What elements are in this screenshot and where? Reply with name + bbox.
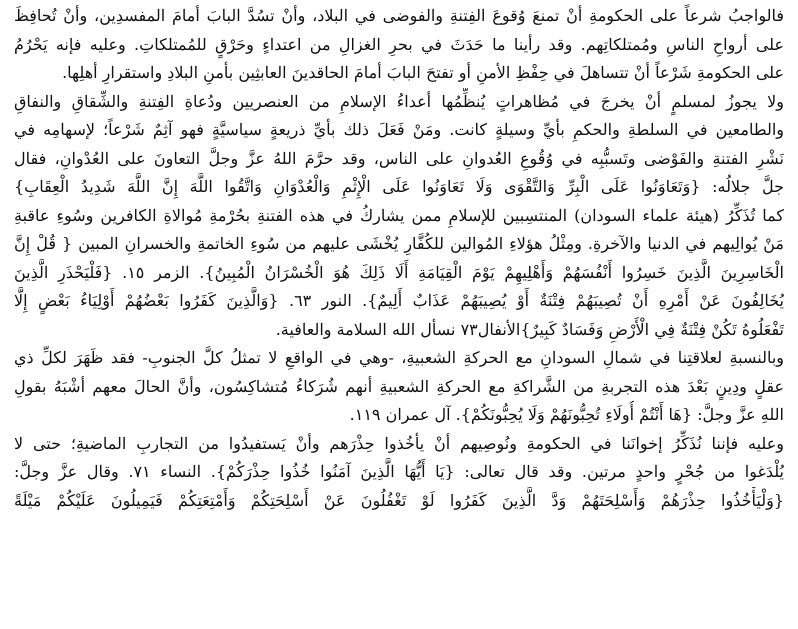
paragraph-line-9: مَنْ يُوالِيهم في الدنيا والآخرةِ. ومِثْلُ هؤلاءِ المُوالين للكُفَّارِ يُخْشَى عليهم من سُوءِ الخاتمةِ والخسرانِ المبين { قُلْ إِنَّ	[14, 234, 784, 253]
paragraph-line-15: اللهِ عزَّ وجلَّ: {هَا أَنْتُمْ أُولَاءِ تُحِبُّونَهُمْ وَلَا يُحِبُّونَكُمْ}. آل عمران ١١٩.	[349, 405, 784, 424]
paragraph-line-1: فالواجبُ شرعاً على الحكومةِ أنْ تمنعَ وُقوعَ الفِتنةِ والفوضى في البلاد، وأنْ تسُدَّ البابَ أمامَ المفسدِين، وأنْ تُحافِظَ	[14, 6, 784, 25]
paragraph-line-16: وعليه فإننا نُذَكِّرُ إخوانَنا في الحكومةِ ونُوصِيهم أنْ يأخُذوا حِذْرَهم وأنْ يَستفيدُوا من التجاربِ الماضيةِ؛ حتى لا	[14, 433, 784, 453]
paragraph-line-5: والطامعين في السلطةِ والحكمِ بأيِّ وسيلةٍ كانت. ومَنْ فَعَلَ ذلك بأيِّ ذريعةٍ سياسيَّةٍ فهو آثِمٌ شَرْعاً؛ لإسهامِه في	[14, 120, 784, 139]
paragraph-line-14: عقلٍ ودِينٍ بَعْدَ هذه التجربةِ من الشَّراكةِ مع الحركةِ الشعبيةِ أنهم شُرَكاءُ مُتشاكِسُون، وأنَّ الحالَ معهم أشْبَهُ بقولِ	[14, 376, 784, 396]
paragraph-line-2: على أرواحِ الناسِ ومُمتلكاتِهم. وقد رأينا ما حَدَثَ في بحرِ الغزالِ من اعتداءٍ وحَرْقٍ للمُمتلكاتِ. وعليه فإنه يَحْرُمُ	[14, 34, 784, 54]
paragraph-line-4: ولا يجوزُ لمسلمٍ أنْ يخرجَ في مُظاهراتٍ يُنظِّمُها أعداءُ الإسلامِ من العنصريين ودُعاةِ الفِتنةِ والشِّقاقِ والنفاقِ	[14, 91, 784, 111]
paragraph-line-18: {وَلْيَأْخُذُوا حِذْرَهُمْ وَأَسْلِحَتَهُمْ وَدَّ الَّذِينَ كَفَرُوا لَوْ تَغْفُلُونَ عَنْ أَسْلِحَتِكُمْ وَأَمْتِعَتِكُمْ فَيَمِيلُونَ عَلَيْكُمْ مَيْلَةً	[14, 490, 784, 510]
paragraph-line-10: الْخَاسِرِينَ الَّذِينَ خَسِرُوا أَنْفُسَهُمْ وَأَهْلِيهِمْ يَوْمَ الْقِيَامَةِ أَلَا ذَلِكَ هُوَ الْخُسْرَانُ الْمُبِينُ}. الزمر ١٥. {فَلْيَحْذَرِ الَّذِينَ	[14, 262, 784, 282]
paragraph-line-7: جلَّ جلالُه: {وَتَعَاوَنُوا عَلَى الْبِرِّ وَالتَّقْوَى وَلَا تَعَاوَنُوا عَلَى الْإِثْمِ وَالْعُدْوَانِ وَاتَّقُوا اللَّهَ إِنَّ اللَّهَ شَدِيدُ الْعِقَابِ}	[14, 177, 784, 196]
paragraph-line-11: يُخَالِفُونَ عَنْ أَمْرِهِ أَنْ تُصِيبَهُمْ فِتْنَةٌ أَوْ يُصِيبَهُمْ عَذَابٌ أَلِيمٌ}. النور ٦٣. {وَالَّذِينَ كَفَرُوا بَعْضُهُمْ أَوْلِيَاءُ بَعْضٍ إِلَّا	[14, 291, 784, 310]
paragraph-line-8: كما تُذَكِّرُ (هيئة علماء السودان) المنتسِبين للإسلامِ ممن يشاركُ في هذه الفتنةِ بحُرْمةِ مُوالاةِ الكافرين وسُوءِ عاقبةِ	[14, 205, 784, 225]
paragraph-line-6: نَشْرِ الفتنةِ والفَوْضى وتَسبُّبِه في وُقُوعِ العُدوانِ على الناس، وقد حرَّمَ اللهُ عزَّ وجلَّ التعاونَ على العُدْوانِ، فقال	[14, 148, 784, 168]
paragraph-line-17: يُلْدَغوا من جُحْرٍ واحدٍ مرتين. وقد قال تعالى: {يَا أَيُّهَا الَّذِينَ آمَنُوا خُذُوا حِذْرَكُمْ}. النساء ٧١. وقال عزَّ وجلَّ:	[14, 462, 784, 481]
paragraph-line-13: وبالنسبةِ لعلاقتِنا في شمالِ السودانِ مع الحركةِ الشعبيةِ، -وهي في الواقعِ لا تمثلُ كلَّ الجنوبِ- فقد ظَهَرَ لكلِّ ذي	[14, 348, 784, 367]
paragraph-line-3: على الحكومةِ شَرْعاً أنْ تتساهلَ في حِفْظِ الأمنِ أو تفتحَ البابَ أمامَ الحاقدينَ العابثِين بأمنِ البلادِ واستقرارِ أهلِها.	[62, 63, 784, 82]
paragraph-line-12: تَفْعَلُوهُ تَكُنْ فِتْنَةٌ فِي الْأَرْضِ وَفَسَادٌ كَبِيرٌ}الأنفال٧٣ نسأل الله السلامة والعافية.	[275, 319, 784, 339]
